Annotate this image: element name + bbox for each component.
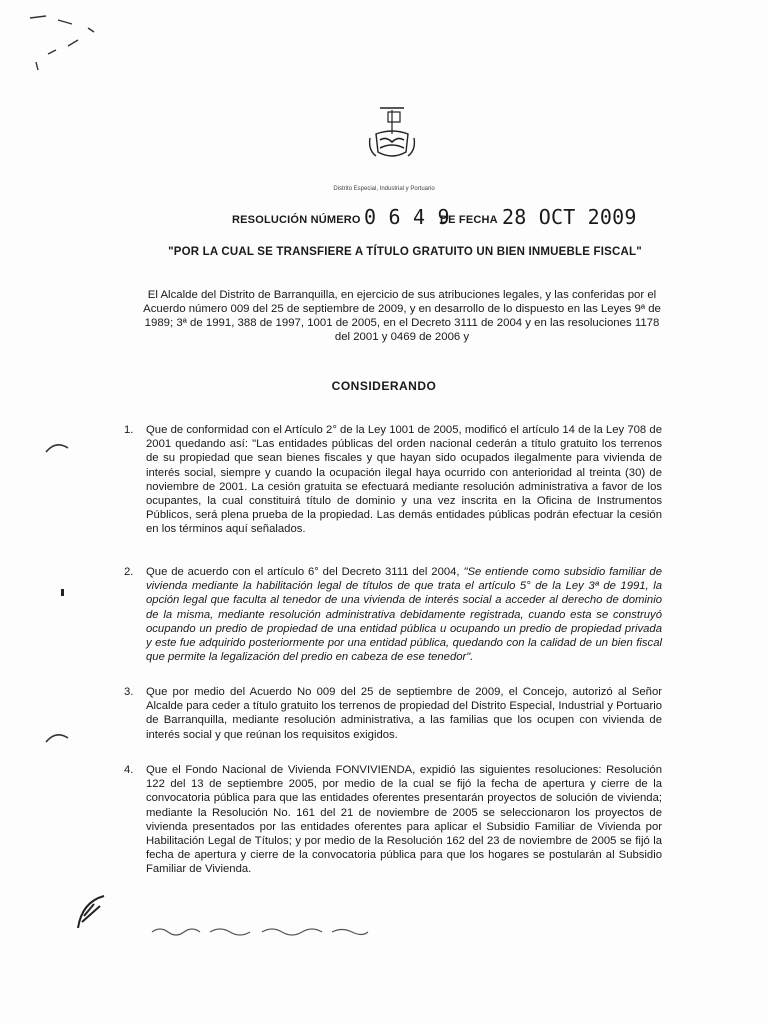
item-text bbox=[146, 565, 662, 664]
item-number: 3. bbox=[124, 686, 134, 698]
item-text: Que el Fondo Nacional de Vivienda FONVIVIENDA, expidió las siguientes resoluciones: Resolución 122 del 13 de septiembre 2005, por medio de la cual se fijó la fecha de apertura y cierre de la convocatoria pública para que las entidades oferentes presentarán proyectos de solución de vivienda; mediante la Resolución No. 161 del 21 de noviembre de 2005 se seleccionaron los proyectos de vivienda presentados por las entidades oferentes para aplicar el Subsidio Familiar de Vivienda por Habilitación Legal de Títulos; y por medio de la Resolución 162 del 23 de noviembre de 2005 se fijó la fecha de apertura y cierre de la convocatoria pública para que los hogares se postularán al Subsidio Familiar de Vivienda. bbox=[146, 764, 662, 876]
list-item bbox=[124, 423, 662, 537]
margin-mark bbox=[44, 440, 70, 454]
item-text: Que de conformidad con el Artículo 2° de la Ley 1001 de 2005, modificó el artículo 14 de la Ley 708 de 2001 quedando así: "Las entidades públicas del orden nacional cederán a título gratuito los terrenos de su propiedad que sean bienes fiscales y que hayan sido ocupados ilegalmente para vivienda de interés social, siempre y cuando la ocupación ilegal haya ocurrido con anterioridad al treinta (30) de noviembre de 2001. La cesión gratuita se efectuará mediante resolución administrativa a favor de los ocupantes, la cual constituirá título de dominio y una vez inscrita en la Oficina de Instrumentos Públicos, será plena prueba de la propiedad. Las demás entidades públicas podrán efectuar la cesión en los términos aquí señalados. bbox=[146, 424, 662, 536]
crest-caption: Distrito Especial, Industrial y Portuario bbox=[333, 186, 435, 192]
scan-marks-top-left bbox=[28, 14, 108, 74]
margin-mark bbox=[44, 730, 70, 744]
resolution-number: 0 6 4 9 bbox=[364, 205, 450, 229]
item-text-quote: "Se entiende como subsidio familiar de vivienda mediante la habilitación legal de títulos de que trata el artículo 5° de la Ley 3ª de 1991, la opción legal que faculta al tenedor de una vivienda de interés social a acceder al derecho de dominio de la misma, mediante resolución administrativa debidamente registrada, cuando esta se construyó ocupando un predio de propiedad de una entidad pública u ocupando un predio de propiedad privada y este fue adquirido posteriormente por una entidad pública, quedando con la calidad de un bien fiscal que permite la legalización del predio en cabeza de ese tenedor". bbox=[146, 566, 662, 664]
item-text-intro: Que de acuerdo con el artículo 6° del Decreto 3111 del 2004, bbox=[146, 566, 464, 578]
item-number: 2. bbox=[124, 566, 134, 578]
date-value: 28 OCT 2009 bbox=[502, 205, 637, 229]
coat-of-arms-icon bbox=[366, 104, 418, 168]
cutoff-line-scribble bbox=[150, 924, 370, 936]
date-label: DE FECHA bbox=[440, 214, 498, 226]
considerando-heading: CONSIDERANDO bbox=[331, 379, 437, 393]
resolution-line bbox=[232, 205, 652, 231]
item-text: Que por medio del Acuerdo No 009 del 25 de septiembre de 2009, el Concejo, autorizó al Señor Alcalde para ceder a título gratuito los terrenos de propiedad del Distrito Especial, Industrial y Portuario de Barranquilla, mediante resolución administrativa, a las familias que los ocupen con vivienda de interés social y que reúnan los requisitos exigidos. bbox=[146, 686, 662, 741]
margin-scribble bbox=[74, 892, 110, 932]
list-item bbox=[124, 685, 662, 742]
resolution-subject: "POR LA CUAL SE TRANSFIERE A TÍTULO GRATUITO UN BIEN INMUEBLE FISCAL" bbox=[168, 246, 642, 258]
list-item bbox=[124, 763, 662, 877]
resolution-number-label: RESOLUCIÓN NÚMERO bbox=[232, 214, 361, 226]
preamble: El Alcalde del Distrito de Barranquilla, en ejercicio de sus atribuciones legales, y las conferidas por el Acuerdo número 009 del 25 de septiembre de 2009, y en desarrollo de lo dispuesto en las Leyes 9ª de 1989; 3ª de 1991, 388 de 1997, 1001 de 2005, en el Decreto 3111 de 2004 y en las resoluciones 1178 del 2001 y 0469 de 2006 y bbox=[143, 289, 661, 343]
list-item bbox=[124, 565, 662, 664]
item-number: 1. bbox=[124, 424, 134, 436]
margin-dot bbox=[60, 588, 66, 598]
item-number: 4. bbox=[124, 764, 134, 776]
